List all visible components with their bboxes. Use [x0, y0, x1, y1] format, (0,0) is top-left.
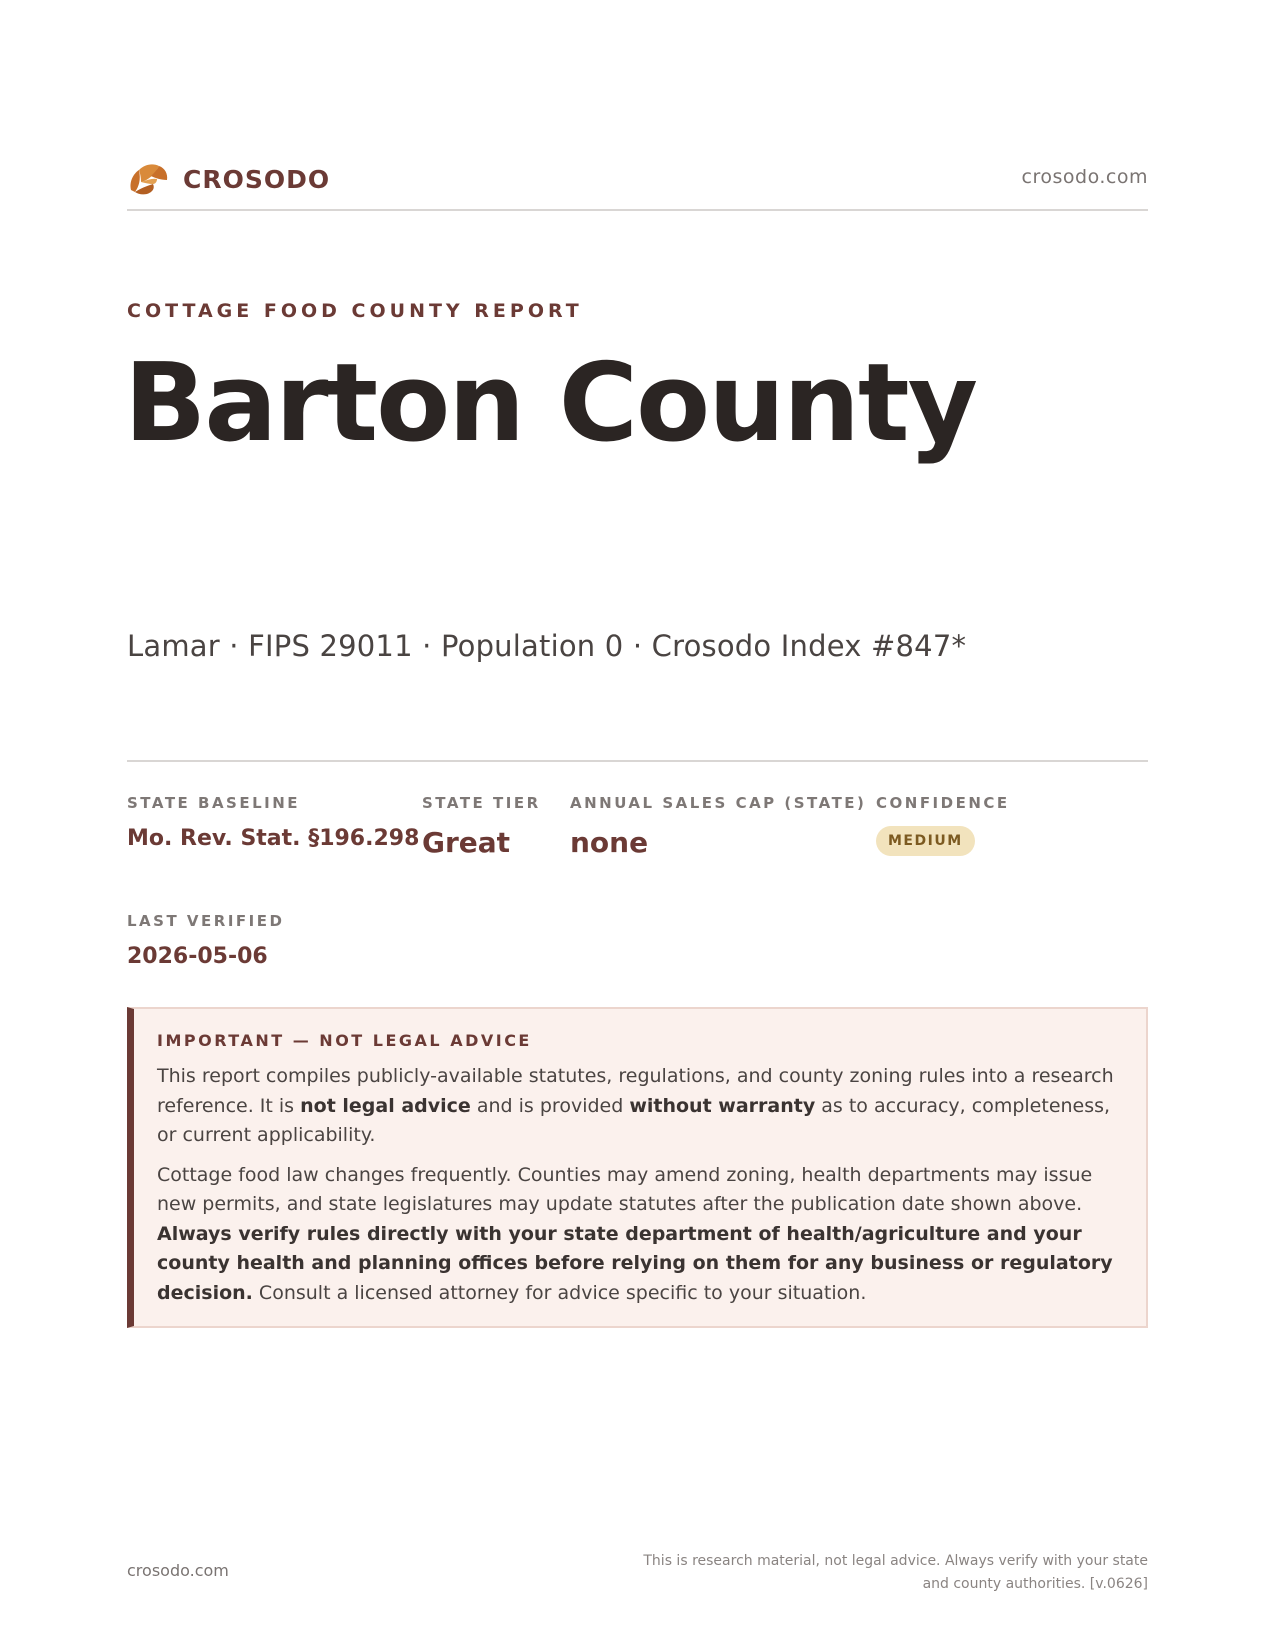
notice-paragraph: [157, 1161, 1124, 1309]
stat-state-baseline: [127, 794, 419, 851]
page-header: [127, 156, 1148, 211]
report-eyebrow: COTTAGE FOOD COUNTY REPORT: [127, 300, 583, 322]
notice-text: Cottage food law changes frequently. Counties may amend zoning, health departments may issue new permits, and state legislatures may update statutes after the publication date shown above.: [157, 1163, 1093, 1215]
notice-emphasis: Always verify rules directly with your state department of health/agriculture and your county health and planning offices before relying on them for any business or regulatory decision.: [157, 1222, 1113, 1304]
notice-text: and is provided: [470, 1094, 630, 1117]
section-divider: [127, 760, 1148, 762]
notice-text: Consult a licensed attorney for advice specific to your situation.: [252, 1281, 867, 1304]
notice-emphasis: not legal advice: [300, 1094, 471, 1117]
footer-disclaimer: [628, 1550, 1148, 1596]
stat-value: none: [570, 826, 649, 859]
stat-label: LAST VERIFIED: [127, 912, 285, 930]
stat-label: STATE BASELINE: [127, 794, 301, 812]
croissant-icon: [127, 160, 169, 198]
stat-value: 2026-05-06: [127, 944, 268, 969]
confidence-badge: MEDIUM: [876, 826, 975, 856]
stat-label: CONFIDENCE: [876, 794, 1010, 812]
footer-disclaimer-line: and county authorities. [v.0626]: [922, 1576, 1148, 1592]
stat-value: Mo. Rev. Stat. §196.298: [127, 826, 420, 851]
notice-emphasis: without warranty: [629, 1094, 816, 1117]
legal-notice: [127, 1007, 1148, 1328]
notice-title: IMPORTANT — NOT LEGAL ADVICE: [157, 1031, 532, 1050]
stat-state-tier: [422, 794, 541, 859]
footer-disclaimer-line: This is research material, not legal advice. Always verify with your state: [643, 1553, 1148, 1569]
notice-text: as to accuracy, completeness, or current applicability.: [157, 1094, 1111, 1146]
notice-text: This report compiles publicly-available statutes, regulations, and county zoning rules into a research reference. It is: [157, 1065, 1114, 1117]
stat-label: ANNUAL SALES CAP (STATE): [570, 794, 867, 812]
stat-sales-cap: [570, 794, 866, 859]
stat-label: STATE TIER: [422, 794, 541, 812]
footer-site-url[interactable]: crosodo.com: [127, 1561, 229, 1580]
stat-last-verified: [127, 912, 284, 969]
page-title: Barton County: [124, 341, 977, 466]
site-url-link[interactable]: crosodo.com: [1021, 166, 1148, 188]
stat-value: Great: [422, 826, 511, 859]
notice-paragraph: [157, 1062, 1124, 1151]
brand[interactable]: [127, 160, 330, 198]
stat-confidence: [876, 794, 1010, 856]
brand-name: CROSODO: [183, 164, 331, 194]
county-subtitle: Lamar · FIPS 29011 · Population 0 · Crosodo Index #847*: [127, 629, 967, 663]
